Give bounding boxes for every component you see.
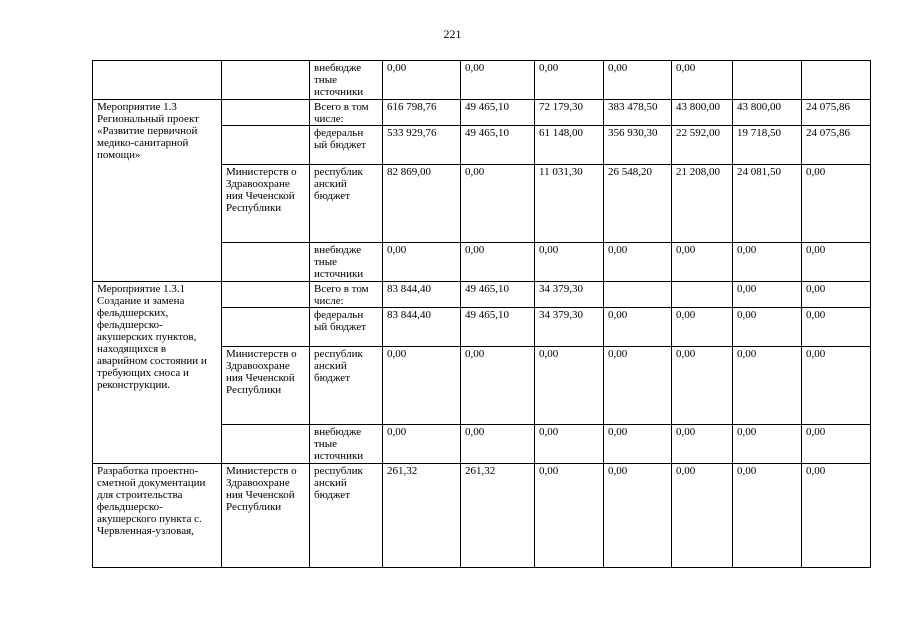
year-cell: 0,00 <box>535 464 604 568</box>
total-cell: 0,00 <box>383 243 461 282</box>
year-cell: 26 548,20 <box>604 165 672 243</box>
year-cell: 0,00 <box>461 243 535 282</box>
source-cell: Всего в том числе: <box>310 282 383 308</box>
year-cell: 0,00 <box>461 425 535 464</box>
year-cell: 0,00 <box>672 243 733 282</box>
year-cell: 0,00 <box>604 464 672 568</box>
source-cell: внебюдже тные источники <box>310 61 383 100</box>
year-cell: 49 465,10 <box>461 100 535 126</box>
year-cell: 24 081,50 <box>733 165 802 243</box>
year-cell: 0,00 <box>604 308 672 347</box>
year-cell: 0,00 <box>802 464 871 568</box>
page-number: 221 <box>443 27 462 41</box>
year-cell: 0,00 <box>802 308 871 347</box>
year-cell: 0,00 <box>802 347 871 425</box>
year-cell: 0,00 <box>604 425 672 464</box>
year-cell: 22 592,00 <box>672 126 733 165</box>
executor-cell: Министерств о Здравоохране ния Чеченской Республики <box>222 347 310 425</box>
executor-cell <box>222 100 310 126</box>
executor-cell <box>222 308 310 347</box>
year-cell: 61 148,00 <box>535 126 604 165</box>
total-cell: 0,00 <box>383 425 461 464</box>
year-cell: 0,00 <box>535 243 604 282</box>
year-cell: 19 718,50 <box>733 126 802 165</box>
year-cell: 0,00 <box>802 165 871 243</box>
year-cell: 0,00 <box>535 347 604 425</box>
year-cell: 0,00 <box>733 425 802 464</box>
executor-cell <box>222 282 310 308</box>
year-cell: 0,00 <box>672 308 733 347</box>
total-cell: 83 844,40 <box>383 308 461 347</box>
year-cell: 0,00 <box>535 425 604 464</box>
executor-cell <box>222 61 310 100</box>
year-cell <box>604 282 672 308</box>
year-cell: 43 800,00 <box>733 100 802 126</box>
year-cell: 261,32 <box>461 464 535 568</box>
table-row <box>93 464 871 568</box>
year-cell <box>802 61 871 100</box>
year-cell: 356 930,30 <box>604 126 672 165</box>
year-cell: 383 478,50 <box>604 100 672 126</box>
source-cell: федеральн ый бюджет <box>310 308 383 347</box>
year-cell: 0,00 <box>672 464 733 568</box>
activity-cell <box>93 61 222 100</box>
total-cell: 82 869,00 <box>383 165 461 243</box>
year-cell: 0,00 <box>733 464 802 568</box>
year-cell: 0,00 <box>802 243 871 282</box>
year-cell: 49 465,10 <box>461 308 535 347</box>
year-cell: 0,00 <box>733 282 802 308</box>
year-cell: 0,00 <box>672 61 733 100</box>
activity-cell: Мероприятие 1.3.1 Создание и замена фельдшерских, фельдшерско-акушерских пунктов, находящихся в аварийном состоянии и требующих сноса и реконструкции. <box>93 282 222 464</box>
executor-cell <box>222 126 310 165</box>
year-cell: 0,00 <box>604 243 672 282</box>
source-cell: Всего в том числе: <box>310 100 383 126</box>
year-cell: 24 075,86 <box>802 100 871 126</box>
executor-cell <box>222 243 310 282</box>
year-cell: 0,00 <box>604 61 672 100</box>
year-cell: 0,00 <box>604 347 672 425</box>
source-cell: внебюдже тные источники <box>310 243 383 282</box>
year-cell: 0,00 <box>733 347 802 425</box>
total-cell: 83 844,40 <box>383 282 461 308</box>
total-cell: 616 798,76 <box>383 100 461 126</box>
year-cell: 0,00 <box>802 282 871 308</box>
source-cell: республик анский бюджет <box>310 347 383 425</box>
year-cell: 0,00 <box>802 425 871 464</box>
total-cell: 261,32 <box>383 464 461 568</box>
table-row <box>93 100 871 126</box>
year-cell: 0,00 <box>733 308 802 347</box>
year-cell: 0,00 <box>461 61 535 100</box>
source-cell: федеральн ый бюджет <box>310 126 383 165</box>
year-cell: 21 208,00 <box>672 165 733 243</box>
year-cell: 24 075,86 <box>802 126 871 165</box>
year-cell: 0,00 <box>733 243 802 282</box>
budget-table <box>92 60 871 568</box>
year-cell: 0,00 <box>535 61 604 100</box>
total-cell: 533 929,76 <box>383 126 461 165</box>
executor-cell: Министерств о Здравоохране ния Чеченской Республики <box>222 165 310 243</box>
year-cell: 34 379,30 <box>535 282 604 308</box>
total-cell: 0,00 <box>383 347 461 425</box>
year-cell <box>733 61 802 100</box>
source-cell: внебюдже тные источники <box>310 425 383 464</box>
year-cell: 0,00 <box>672 347 733 425</box>
year-cell: 49 465,10 <box>461 126 535 165</box>
executor-cell <box>222 425 310 464</box>
source-cell: республик анский бюджет <box>310 165 383 243</box>
activity-cell: Разработка проектно-сметной документации для строительства фельдшерско-акушерского пункта с. Червленная-узловая, <box>93 464 222 568</box>
table-row <box>93 282 871 308</box>
source-cell: республик анский бюджет <box>310 464 383 568</box>
year-cell: 11 031,30 <box>535 165 604 243</box>
year-cell <box>672 282 733 308</box>
table-row <box>93 61 871 100</box>
year-cell: 43 800,00 <box>672 100 733 126</box>
total-cell: 0,00 <box>383 61 461 100</box>
budget-table-body <box>93 61 871 568</box>
year-cell: 0,00 <box>672 425 733 464</box>
year-cell: 0,00 <box>461 165 535 243</box>
year-cell: 72 179,30 <box>535 100 604 126</box>
year-cell: 0,00 <box>461 347 535 425</box>
year-cell: 34 379,30 <box>535 308 604 347</box>
year-cell: 49 465,10 <box>461 282 535 308</box>
activity-cell: Мероприятие 1.3 Региональный проект «Развитие первичной медико-санитарной помощи» <box>93 100 222 282</box>
executor-cell: Министерств о Здравоохране ния Чеченской Республики <box>222 464 310 568</box>
